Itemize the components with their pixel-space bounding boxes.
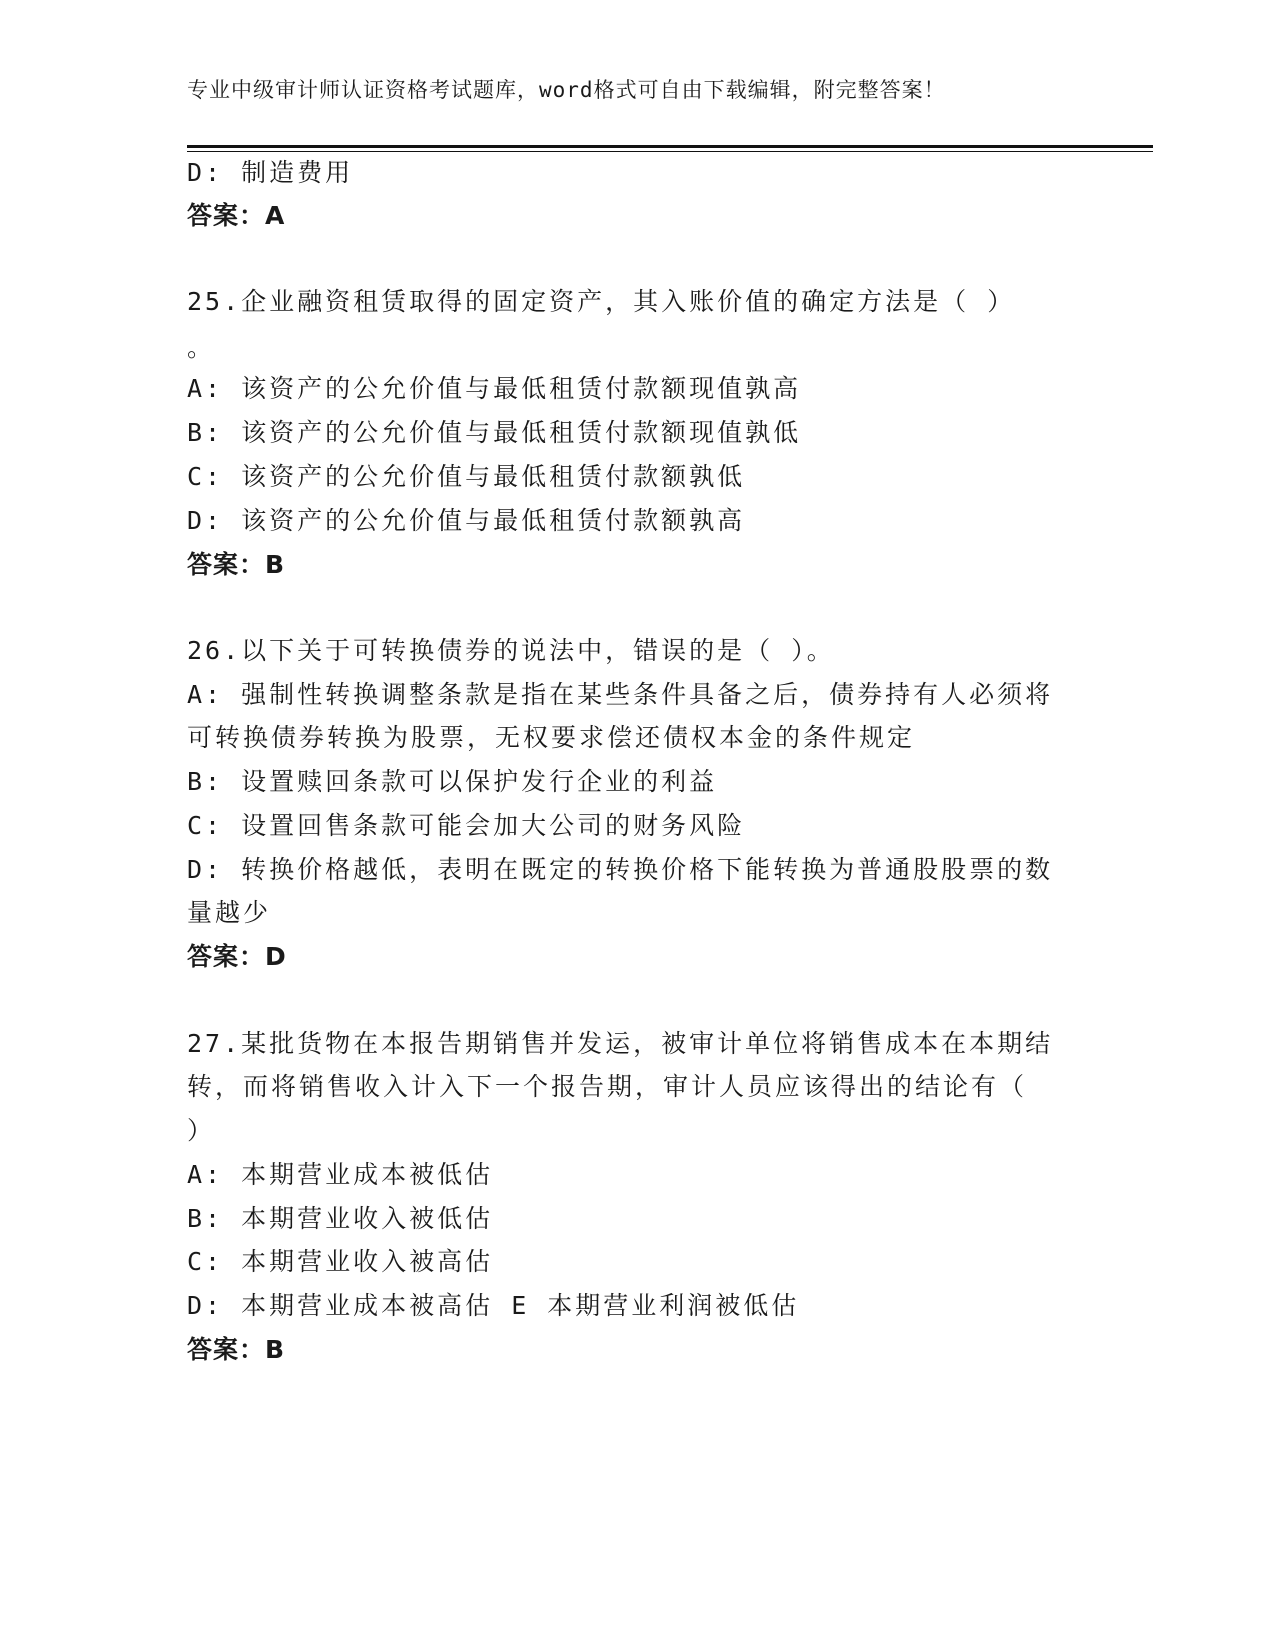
q27-stem-line2: 转，而将销售收入计入下一个报告期，审计人员应该得出的结论有（ xyxy=(187,1072,1028,1101)
prev-answer: 答案：A xyxy=(187,201,286,230)
page-header: 专业中级审计师认证资格考试题库，word格式可自由下载编辑，附完整答案！ xyxy=(187,78,946,102)
q25-option-d: D: 该资产的公允价值与最低租赁付款额孰高 xyxy=(187,506,746,535)
q27-option-b: B: 本期营业收入被低估 xyxy=(187,1204,494,1233)
header-rule-thin xyxy=(187,151,1153,152)
q27-stem-line3: ） xyxy=(187,1116,216,1145)
q25-option-a: A: 该资产的公允价值与最低租赁付款额现值孰高 xyxy=(187,374,802,403)
q26-option-c: C: 设置回售条款可能会加大公司的财务风险 xyxy=(187,811,746,840)
q27-answer: 答案：B xyxy=(187,1335,286,1364)
q27-option-d: D: 本期营业成本被高估 E 本期营业利润被低估 xyxy=(187,1291,800,1320)
q26-option-d-line2: 量越少 xyxy=(187,898,272,927)
header-rule-thick xyxy=(187,145,1153,148)
q27-option-c: C: 本期营业收入被高估 xyxy=(187,1247,494,1276)
q26-option-a-line2: 可转换债券转换为股票，无权要求偿还债权本金的条件规定 xyxy=(187,723,916,752)
q25-stem-line2: 。 xyxy=(187,333,216,362)
q27-option-a: A: 本期营业成本被低估 xyxy=(187,1160,494,1189)
q25-stem-line1: 25.企业融资租赁取得的固定资产，其入账价值的确定方法是（ ） xyxy=(187,287,1016,316)
q26-option-a-line1: A: 强制性转换调整条款是指在某些条件具备之后，债券持有人必须将 xyxy=(187,680,1054,709)
q26-stem: 26.以下关于可转换债券的说法中，错误的是（ ）。 xyxy=(187,636,835,665)
q26-option-d-line1: D: 转换价格越低，表明在既定的转换价格下能转换为普通股股票的数 xyxy=(187,855,1054,884)
q27-stem-line1: 27.某批货物在本报告期销售并发运，被审计单位将销售成本在本期结 xyxy=(187,1029,1054,1058)
q25-option-c: C: 该资产的公允价值与最低租赁付款额孰低 xyxy=(187,462,746,491)
q26-option-b: B: 设置赎回条款可以保护发行企业的利益 xyxy=(187,767,718,796)
q26-answer: 答案：D xyxy=(187,942,287,971)
prev-option-d: D: 制造费用 xyxy=(187,158,354,187)
q25-answer: 答案：B xyxy=(187,550,286,579)
q25-option-b: B: 该资产的公允价值与最低租赁付款额现值孰低 xyxy=(187,418,802,447)
